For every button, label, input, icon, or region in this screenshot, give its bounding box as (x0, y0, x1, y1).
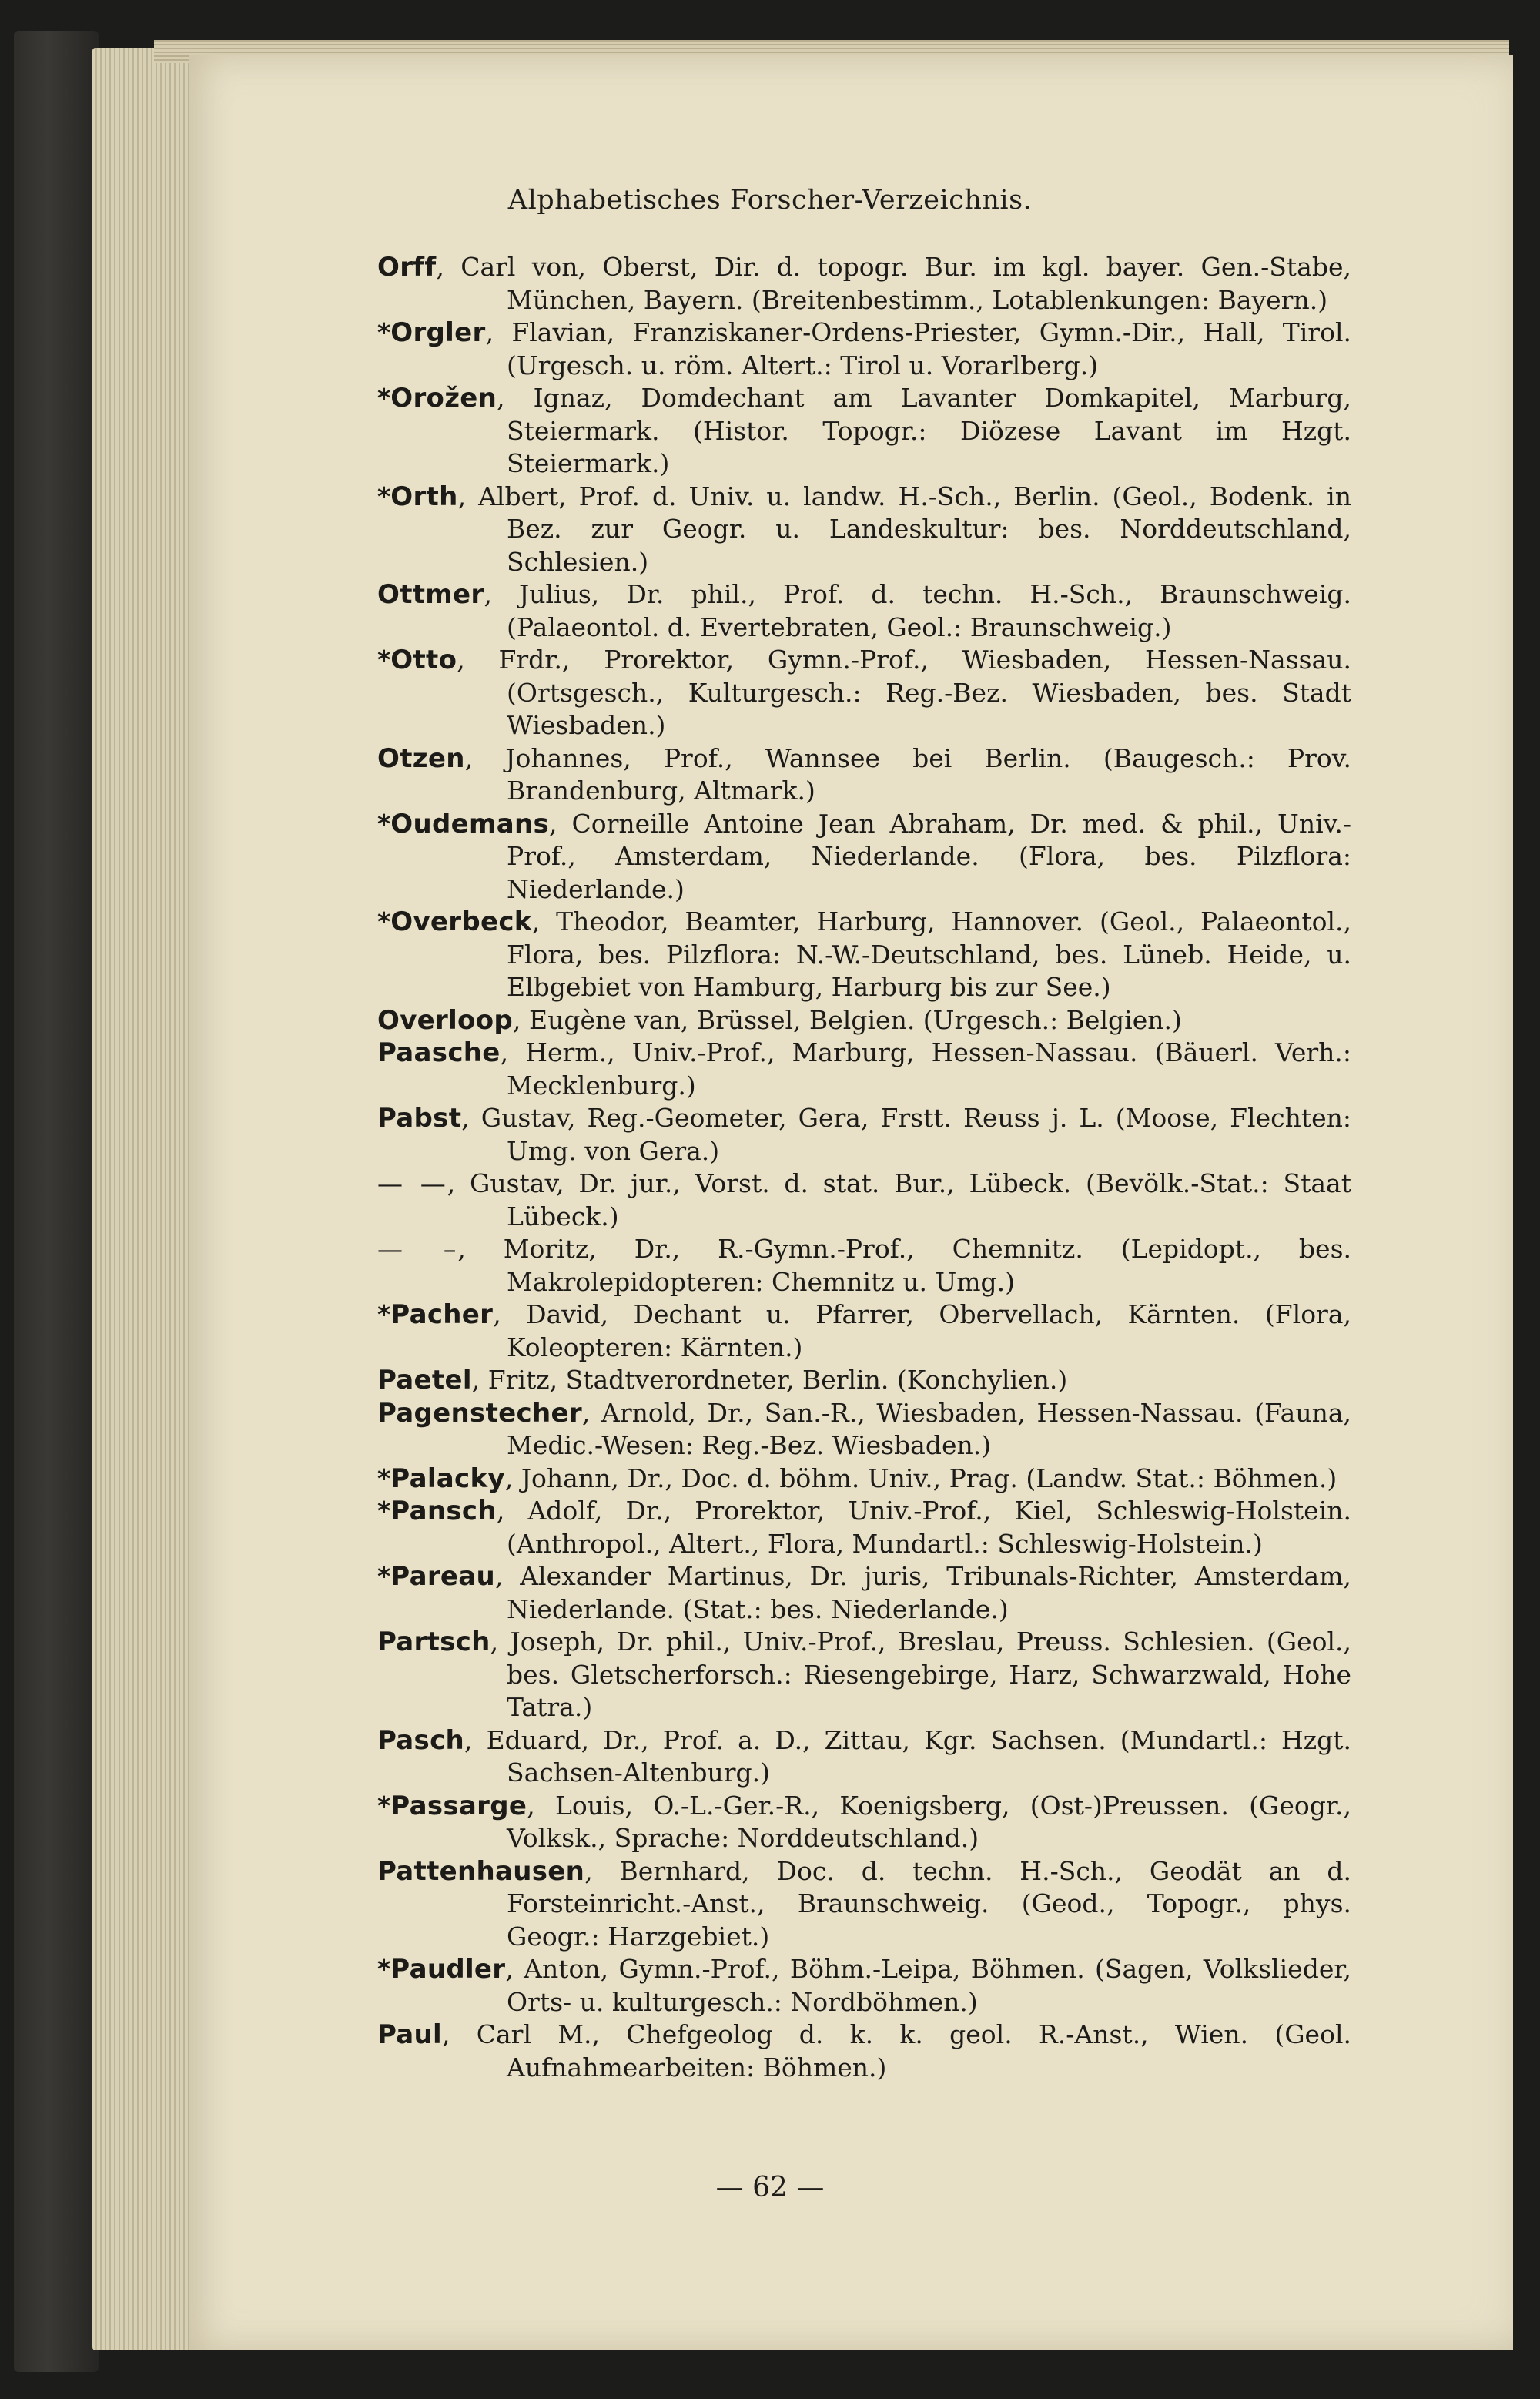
entry-details: , Johann, Dr., Doc. d. böhm. Univ., Prag. (Landw. Stat.: Böhmen.) (504, 1463, 1337, 1493)
entry-details: , Bernhard, Doc. d. techn. H.-Sch., Geodät an d. Forsteinricht.-Anst., Braunschweig. (Geod., Topogr., phys. Geogr.: Harzgebiet.) (507, 1855, 1351, 1952)
member-marker: * (377, 1496, 391, 1526)
directory-entry (377, 1004, 1351, 1037)
directory-entry (377, 1168, 1351, 1233)
directory-entry (377, 481, 1351, 579)
member-marker: * (377, 1790, 391, 1821)
entry-details: , Eugène van, Brüssel, Belgien. (Urgesch.: Belgien.) (513, 1004, 1182, 1035)
entry-surname: Otzen (377, 742, 465, 774)
directory-entry (377, 1855, 1351, 1954)
entry-surname: Paasche (377, 1037, 500, 1068)
entry-surname: — – (377, 1234, 458, 1264)
entry-details: , Johannes, Prof., Wannsee bei Berlin. (Baugesch.: Prov. Brandenburg, Altmark.) (464, 742, 1351, 806)
entry-details: , Herm., Univ.-Prof., Marburg, Hessen-Nassau. (Bäuerl. Verh.: Mecklenburg.) (500, 1037, 1351, 1101)
entry-details: , Adolf, Dr., Prorektor, Univ.-Prof., Kiel, Schleswig-Holstein. (Anthropol., Altert., Flora, Mundartl.: Schleswig-Holstein.) (496, 1496, 1351, 1559)
directory-entry (377, 1298, 1351, 1364)
entry-surname: Orgler (390, 317, 486, 348)
directory-entry (377, 578, 1351, 644)
directory-entry (377, 2019, 1351, 2084)
entry-details: , Alexander Martinus, Dr. juris, Tribunals-Richter, Amsterdam, Niederlande. (Stat.: bes. Niederlande.) (495, 1561, 1351, 1624)
directory-entry (377, 317, 1351, 382)
entry-details: , Ignaz, Domdechant am Lavanter Domkapitel, Marburg, Steiermark. (Histor. Topogr.: Diözese Lavant im Hzgt. Steiermark.) (497, 383, 1351, 478)
entry-surname: Partsch (377, 1627, 490, 1657)
member-marker: * (377, 1299, 391, 1329)
entry-surname: Orth (390, 481, 458, 512)
entry-surname: Paudler (390, 1954, 506, 1985)
member-marker: * (377, 1463, 391, 1493)
directory-entry (377, 1233, 1351, 1298)
entry-surname: Pagenstecher (377, 1397, 582, 1429)
member-marker: * (377, 808, 391, 839)
directory-entry (377, 1495, 1351, 1560)
entry-surname: Pasch (377, 1724, 465, 1756)
entry-details: , Flavian, Franziskaner-Ordens-Priester, Gymn.-Dir., Hall, Tirol. (Urgesch. u. röm. Altert.: Tirol u. Vorarlberg.) (485, 317, 1351, 380)
entry-details: , Julius, Dr. phil., Prof. d. techn. H.-Sch., Braunschweig. (Palaeontol. d. Evertebraten, Geol.: Braunschweig.) (484, 579, 1351, 642)
entry-surname: — — (377, 1168, 447, 1198)
member-marker: * (377, 481, 391, 511)
entry-surname: Ottmer (377, 579, 484, 610)
member-marker: * (377, 1561, 391, 1591)
directory-entry (377, 251, 1351, 317)
directory-entry (377, 1724, 1351, 1790)
member-marker: * (377, 645, 391, 675)
directory-entries (377, 251, 1351, 2084)
directory-entry (377, 1037, 1351, 1102)
entry-details: , Albert, Prof. d. Univ. u. landw. H.-Sch., Berlin. (Geol., Bodenk. in Bez. zur Geogr. u. Landeskultur: bes. Norddeutschland, Schlesien.) (457, 481, 1351, 577)
entry-surname: Pabst (377, 1103, 462, 1134)
directory-entry (377, 1463, 1351, 1496)
entry-details: , Anton, Gymn.-Prof., Böhm.-Leipa, Böhmen. (Sagen, Volkslieder, Orts- u. kulturgesch.: Nordböhmen.) (505, 1954, 1351, 2017)
entry-details: , Moritz, Dr., R.-Gymn.-Prof., Chemnitz. (Lepidopt., bes. Makrolepidopteren: Chemnitz u. Umg.) (457, 1234, 1351, 1297)
entry-surname: Pansch (390, 1496, 497, 1526)
directory-entry (377, 1397, 1351, 1463)
entry-details: , Corneille Antoine Jean Abraham, Dr. med. & phil., Univ.-Prof., Amsterdam, Niederlande. (Flora, bes. Pilzflora: Niederlande.) (507, 808, 1351, 904)
book-cover (14, 31, 99, 2372)
entry-surname: Passarge (390, 1790, 527, 1821)
entry-details: , Joseph, Dr. phil., Univ.-Prof., Breslau, Preuss. Schlesien. (Geol., bes. Gletscherforsch.: Riesengebirge, Harz, Schwarzwald, Hohe Tatra.) (490, 1627, 1351, 1722)
directory-entry (377, 742, 1351, 808)
directory-entry (377, 808, 1351, 906)
entry-surname: Otto (390, 645, 457, 675)
directory-entry (377, 1953, 1351, 2019)
directory-entry (377, 1364, 1351, 1397)
page-number: — 62 — (715, 2172, 825, 2203)
directory-entry (377, 1790, 1351, 1855)
entry-surname: Orožen (390, 383, 497, 414)
entry-details: , Carl M., Chefgeolog d. k. k. geol. R.-Anst., Wien. (Geol. Aufnahmearbeiten: Böhmen.) (442, 2019, 1351, 2082)
entry-surname: Orff (377, 252, 437, 283)
entry-details: , Louis, O.-L.-Ger.-R., Koenigsberg, (Ost-)Preussen. (Geogr., Volksk., Sprache: Norddeutschland.) (507, 1790, 1351, 1853)
member-marker: * (377, 906, 391, 936)
entry-surname: Overbeck (390, 906, 532, 937)
entry-details: , David, Dechant u. Pfarrer, Obervellach, Kärnten. (Flora, Koleopteren: Kärnten.) (493, 1299, 1351, 1362)
entry-surname: Oudemans (390, 808, 549, 839)
running-head: Alphabetisches Forscher-Verzeichnis. (507, 185, 1033, 216)
entry-details: , Carl von, Oberst, Dir. d. topogr. Bur. im kgl. bayer. Gen.-Stabe, München, Bayern. (Breitenbestimm., Lotablenkungen: Bayern.) (436, 252, 1351, 315)
entry-details: , Gustav, Dr. jur., Vorst. d. stat. Bur., Lübeck. (Bevölk.-Stat.: Staat Lübeck.) (447, 1168, 1351, 1231)
entry-surname: Palacky (390, 1463, 505, 1494)
entry-surname: Overloop (377, 1004, 514, 1036)
entry-details: , Gustav, Reg.-Geometer, Gera, Frstt. Reuss j. L. (Moose, Flechten: Umg. von Gera.) (461, 1103, 1351, 1166)
directory-entry (377, 644, 1351, 742)
entry-surname: Pattenhausen (377, 1855, 585, 1887)
entry-surname: Pareau (390, 1561, 495, 1592)
directory-entry (377, 906, 1351, 1004)
directory-entry (377, 1560, 1351, 1626)
directory-entry (377, 382, 1351, 481)
member-marker: * (377, 1954, 391, 1984)
directory-entry (377, 1102, 1351, 1168)
entry-details: , Arnold, Dr., San.-R., Wiesbaden, Hessen-Nassau. (Fauna, Medic.-Wesen: Reg.-Bez. Wiesbaden.) (507, 1397, 1351, 1460)
directory-entry (377, 1626, 1351, 1724)
entry-details: , Fritz, Stadtverordneter, Berlin. (Konchylien.) (471, 1365, 1068, 1395)
entry-details: , Eduard, Dr., Prof. a. D., Zittau, Kgr. Sachsen. (Mundartl.: Hzgt. Sachsen-Altenburg.) (464, 1724, 1351, 1788)
entry-details: , Frdr., Prorektor, Gymn.-Prof., Wiesbaden, Hessen-Nassau. (Ortsgesch., Kulturgesch.: Reg.-Bez. Wiesbaden, bes. Stadt Wiesbaden.) (457, 645, 1351, 740)
member-marker: * (377, 383, 391, 413)
member-marker: * (377, 317, 391, 347)
entry-surname: Paetel (377, 1365, 472, 1396)
entry-surname: Paul (377, 2019, 443, 2050)
entry-details: , Theodor, Beamter, Harburg, Hannover. (Geol., Palaeontol., Flora, bes. Pilzflora: N.-W.-Deutschland, bes. Lüneb. Heide, u. Elbgebiet von Hamburg, Harburg bis zur See.) (507, 906, 1351, 1002)
entry-surname: Pacher (390, 1299, 494, 1330)
